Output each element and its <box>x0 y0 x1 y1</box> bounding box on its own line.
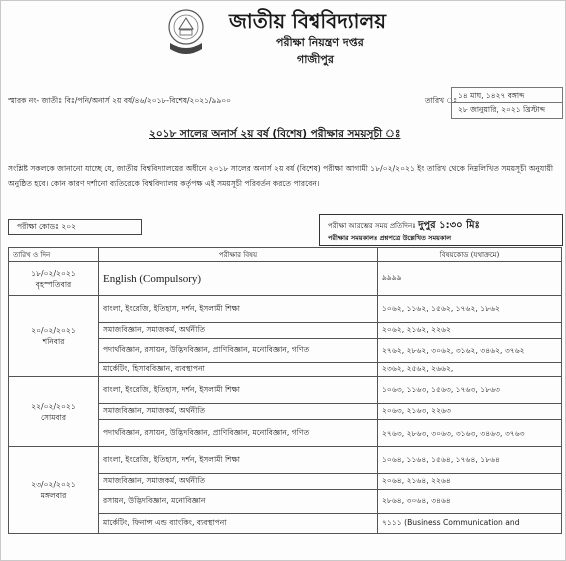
row-day: বৃহস্পতিবার <box>35 279 72 289</box>
row-codes: ২০৬৩, ২১৬৩, ২২৬৩ <box>378 404 562 420</box>
row-day: মঙ্গলবার <box>40 491 67 500</box>
row-date: ২২/০২/২০২১ <box>31 401 76 411</box>
row-subject: সমাজবিজ্ঞান, সমাজকর্ম, অর্থনীতি <box>99 404 378 420</box>
row-date: ২০/০২/২০২১ <box>31 326 76 335</box>
table-row <box>9 296 562 323</box>
memo-number: স্মারক নং- জাতীঃ বিঃ/পনি/অনার্স ২য় বর্ষ/৪৬/২০১৮-বিশেষ/২০২১/৯৯০০ <box>8 96 232 105</box>
row-date: ২৩/০২/২০২১ <box>31 480 76 489</box>
header-subject: পরীক্ষার বিষয় <box>99 248 378 262</box>
table-row <box>9 447 562 474</box>
row-codes: ১০৬৪, ১১৬৪, ১৫৬৪, ১৭৬৪, ১৮৬৪ <box>378 447 562 474</box>
table-header-row <box>9 248 562 262</box>
schedule-table <box>8 247 562 534</box>
row-day: শনিবার <box>42 337 65 346</box>
row-subject: English (Compulsory) <box>99 262 378 296</box>
row-subject: সমাজবিজ্ঞান, সমাজকর্ম, অর্থনীতি <box>99 474 378 490</box>
row-date-cell <box>9 447 99 534</box>
row-codes: ২৮৬৪, ৩০৬৪, ৩৪৬৪ <box>378 490 562 514</box>
row-date: ১৮/০২/২০২১ <box>31 268 76 278</box>
exam-time-prefix: পরীক্ষা আরম্ভের সময় প্রতিদিনঃ <box>328 222 416 230</box>
notice-subject: ২০১৮ সালের অনার্স ২য় বর্ষ (বিশেষ) পরীক্ষার সময়সূচী ঃ <box>149 128 401 140</box>
office-name: পরীক্ষা নিয়ন্ত্রণ দপ্তর <box>276 36 364 49</box>
header-code: বিষয়কোড (যথাক্রমে) <box>378 248 562 262</box>
intro-paragraph: সংশ্লিষ্ট সকলকে জানানো যাচ্ছে যে, জাতীয় বিশ্ববিদ্যালয়ের অধীনে ২০১৮ সালের অনার্স ২য় বর্ষ (বিশেষ) পরীক্ষা আগামী ১৮/০২/২০২১ ইং তারিখ থেকে নিম্নলিখিত সময়সূচী অনুযায়ী অনুষ্ঠিত হবে। কোন কারণ দর্শানো ব্যতিরেকে বিশ্ববিদ্যালয় কর্তৃপক্ষ এই সময়সূচী পরিবর্তন করতে পারবেন। <box>8 164 554 188</box>
table-row <box>9 262 562 296</box>
exam-code-box: পরীক্ষা কোডঃ ২০২ <box>8 219 142 235</box>
row-codes: ২০৬৪, ২১৬৪, ২২৬৪ <box>378 474 562 490</box>
row-subject: বাংলা, ইংরেজি, ইতিহাস, দর্শন, ইসলামী শিক্ষা <box>99 377 378 404</box>
university-name: জাতীয় বিশ্ববিদ্যালয় <box>229 9 387 33</box>
header-date: তারিখ ও দিন <box>9 248 99 262</box>
row-codes: ২৭৬২, ২৮৬২, ৩০৬২, ৩১৬২, ৩৪৬২, ৩৭৬২ <box>378 339 562 363</box>
row-codes: ২০৬২, ২১৬২, ২২৬২ <box>378 323 562 339</box>
row-codes: ৯৯৯৯ <box>378 262 562 296</box>
row-codes: ১০৬২, ১১৬২, ১৫৬২, ১৭৬২, ১৮৬২ <box>378 296 562 323</box>
row-codes: ৭১১১ (Business Communication and <box>378 514 562 534</box>
date-box <box>451 87 563 119</box>
row-subject: সমাজবিজ্ঞান, সমাজকর্ম, অর্থনীতি <box>99 323 378 339</box>
exam-time-box <box>319 214 563 246</box>
row-subject: বাংলা, ইংরেজি, ইতিহাস, দর্শন, ইসলামী শিক্ষা <box>99 296 378 323</box>
row-day: সোমবার <box>40 412 67 422</box>
row-date-cell <box>9 296 99 377</box>
date-divider <box>452 102 562 103</box>
row-subject: পদার্থবিজ্ঞান, রসায়ন, উদ্ভিদবিজ্ঞান, প্রাণিবিজ্ঞান, মনোবিজ্ঞান, গণিত <box>99 420 378 447</box>
row-subject: পদার্থবিজ্ঞান, রসায়ন, উদ্ভিদবিজ্ঞান, প্রাণিবিজ্ঞান, মনোবিজ্ঞান, গণিত <box>99 339 378 363</box>
row-subject: মার্কেটিং, ফিনান্স এন্ড ব্যাংকিং, ব্যবস্থাপনা <box>99 514 378 534</box>
row-date-cell <box>9 262 99 296</box>
row-codes: ১০৬৩, ১১৬৩, ১৫৬৩, ১৭৬৩, ১৮৬৩ <box>378 377 562 404</box>
row-subject: রসায়ন, উদ্ভিদবিজ্ঞান, মনোবিজ্ঞান <box>99 490 378 514</box>
date-label: তারিখ ঃ <box>425 96 458 105</box>
date-bangla: ১৪ মাঘ, ১৪২৭ বঙ্গাব্দ <box>458 91 525 100</box>
row-date-cell <box>9 377 99 447</box>
exam-duration-note: পরীক্ষার সময়কালঃ প্রশ্নপত্রে উল্লেখিত সময়কাল <box>328 234 452 242</box>
table-row <box>9 377 562 404</box>
date-english: ২৮ জানুয়ারি, ২০২১ খ্রিস্টাব্দ <box>458 105 545 114</box>
row-codes: ২৩৬২, ২৫৬২, ২৬৬২, <box>378 363 562 377</box>
university-seal-icon <box>164 7 208 59</box>
row-codes: ২৭৬৩, ২৮৬৩, ৩০৬৩, ৩১৬৩, ৩৪৬৩, ৩৭৬৩ <box>378 420 562 447</box>
row-subject: মার্কেটিং, হিসাববিজ্ঞান, ব্যবস্থাপনা <box>99 363 378 377</box>
city-name: গাজীপুর <box>297 53 334 66</box>
row-subject: বাংলা, ইংরেজি, ইতিহাস, দর্শন, ইসলামী শিক্ষা <box>99 447 378 474</box>
exam-time-value: দুপুর ১:৩০ মিঃ <box>418 220 480 231</box>
